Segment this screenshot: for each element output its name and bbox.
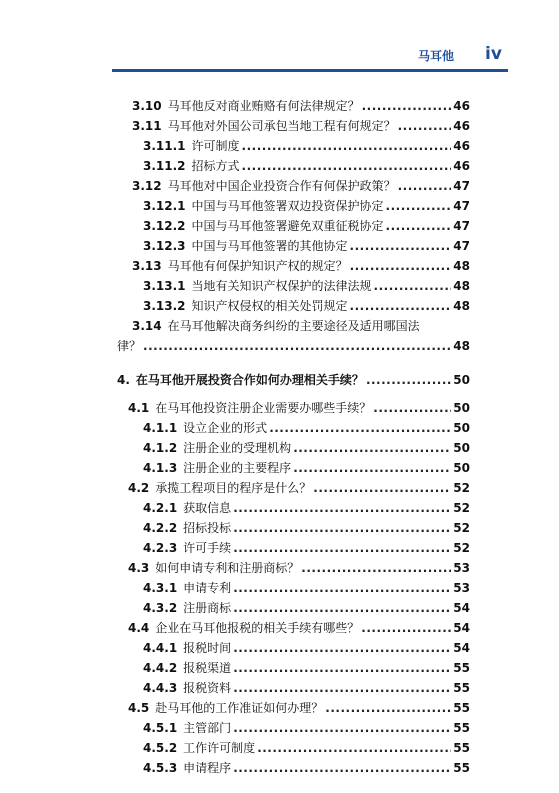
toc-leader-dots — [313, 478, 451, 498]
toc-leader-dots — [366, 370, 451, 390]
toc-leader-dots — [386, 216, 452, 236]
toc-leader-dots — [350, 296, 452, 316]
toc-entry-title: 中国与马耳他签署的其他协定 — [191, 239, 348, 253]
toc-entry-3-11[interactable] — [132, 116, 470, 136]
toc-entry-title: 报税渠道 — [183, 661, 232, 675]
toc-entry-title: 注册企业的主要程序 — [183, 461, 292, 475]
toc-entry-3-14-line2[interactable] — [117, 336, 470, 356]
toc-entry-title: 报税资料 — [183, 681, 232, 695]
toc-entry-3-10[interactable] — [132, 96, 470, 116]
toc-entry-title: 获取信息 — [183, 501, 232, 515]
toc-leader-dots — [373, 398, 451, 418]
toc-leader-dots — [242, 156, 452, 176]
toc-leader-dots — [233, 518, 451, 538]
toc-entry-title: 申请专利 — [183, 581, 232, 595]
toc-leader-dots — [398, 176, 452, 196]
toc-entry-title: 赴马耳他的工作准证如何办理？ — [155, 701, 324, 715]
toc-entry-title: 工作许可制度 — [183, 741, 256, 755]
toc-entry-page: 53 — [453, 561, 470, 575]
toc-entry-title: 设立企业的形式 — [183, 421, 268, 435]
toc-entry-page: 55 — [453, 721, 470, 735]
toc-entry-page: 55 — [453, 701, 470, 715]
toc-entry-number: 4.1.3 — [143, 461, 178, 475]
toc-leader-dots — [233, 598, 451, 618]
toc-entry-4-1-1[interactable] — [143, 418, 470, 438]
toc-entry-4-3[interactable] — [128, 558, 470, 578]
toc-entry-title: 马耳他反对商业贿赂有何法律规定？ — [167, 99, 360, 113]
toc-entry-number: 3.11.1 — [143, 139, 186, 153]
toc-entry-number: 3.13.1 — [143, 279, 186, 293]
toc-entry-page: 50 — [453, 461, 470, 475]
toc-entry-title: 企业在马耳他报税的相关手续有哪些？ — [155, 621, 360, 635]
toc-entry-number: 4.2.1 — [143, 501, 178, 515]
toc-entry-title: 报税时间 — [183, 641, 232, 655]
toc-entry-title: 招标方式 — [191, 159, 240, 173]
toc-entry-number: 4.3.1 — [143, 581, 178, 595]
toc-entry-4-4-3[interactable] — [143, 678, 470, 698]
toc-entry-number: 3.13.2 — [143, 299, 186, 313]
toc-leader-dots — [293, 458, 451, 478]
toc-entry-page: 54 — [453, 641, 470, 655]
toc-entry-page: 50 — [453, 373, 470, 387]
toc-entry-page: 55 — [453, 761, 470, 775]
toc-leader-dots — [233, 538, 451, 558]
toc-entry-page: 48 — [453, 279, 470, 293]
toc-entry-title: 马耳他有何保护知识产权的规定？ — [167, 259, 348, 273]
toc-entry-number: 4.4.3 — [143, 681, 178, 695]
toc-entry-number: 3.11.2 — [143, 159, 186, 173]
toc-entry-4-1-2[interactable] — [143, 438, 470, 458]
toc-entry-title: 中国与马耳他签署双边投资保护协定 — [191, 199, 384, 213]
toc-entry-4-4-1[interactable] — [143, 638, 470, 658]
toc-entry-number: 3.10 — [132, 99, 162, 113]
header-title: 马耳他 — [418, 49, 455, 63]
toc-entry-3-12-3[interactable] — [143, 236, 470, 256]
header-page-number: iv — [485, 44, 502, 64]
toc-entry-title: 如何申请专利和注册商标？ — [155, 561, 300, 575]
toc-leader-dots — [257, 738, 451, 758]
toc-leader-dots — [361, 618, 451, 638]
toc-entry-number: 4.1.2 — [143, 441, 178, 455]
toc-entry-number: 3.12.3 — [143, 239, 186, 253]
toc-leader-dots — [325, 698, 451, 718]
toc-entry-4-1-3[interactable] — [143, 458, 470, 478]
toc-entry-page: 55 — [453, 661, 470, 675]
toc-entry-4-2-2[interactable] — [143, 518, 470, 538]
toc-entry-4-2[interactable] — [128, 478, 470, 498]
toc-entry-title: 注册商标 — [183, 601, 232, 615]
toc-entry-3-14-line1[interactable] — [132, 316, 420, 336]
toc-entry-number: 4.5.1 — [143, 721, 178, 735]
toc-leader-dots — [233, 498, 451, 518]
toc-entry-3-13[interactable] — [132, 256, 470, 276]
toc-entry-number: 4.4 — [128, 621, 150, 635]
toc-entry-title: 注册企业的受理机构 — [183, 441, 292, 455]
toc-entry-3-12[interactable] — [132, 176, 470, 196]
toc-leader-dots — [398, 116, 452, 136]
toc-entry-3-11-1[interactable] — [143, 136, 470, 156]
toc-entry-4-1[interactable] — [128, 398, 470, 418]
toc-leader-dots — [233, 638, 451, 658]
toc-entry-title: 中国与马耳他签署避免双重征税协定 — [191, 219, 384, 233]
toc-entry-4-5-2[interactable] — [143, 738, 470, 758]
toc-leader-dots — [143, 336, 451, 356]
toc-entry-page: 50 — [453, 401, 470, 415]
toc-entry-number: 3.13 — [132, 259, 162, 273]
toc-entry-page: 53 — [453, 581, 470, 595]
toc-entry-4-4-2[interactable] — [143, 658, 470, 678]
toc-entry-number: 3.12.1 — [143, 199, 186, 213]
toc-entry-title: 马耳他对中国企业投资合作有何保护政策？ — [167, 179, 396, 193]
toc-entry-page: 50 — [453, 421, 470, 435]
toc-entry-number: 4.5.3 — [143, 761, 178, 775]
toc-entry-page: 46 — [453, 159, 470, 173]
toc-leader-dots — [374, 276, 452, 296]
toc-entry-title: 马耳他对外国公司承包当地工程有何规定？ — [167, 119, 396, 133]
toc-entry-number: 4.1 — [128, 401, 150, 415]
toc-entry-title: 在马耳他解决商务纠纷的主要途径及适用哪国法 — [167, 319, 420, 333]
toc-entry-4-3-2[interactable] — [143, 598, 470, 618]
toc-entry-number: 4.2.3 — [143, 541, 178, 555]
toc-chapter-4[interactable] — [117, 370, 470, 390]
toc-entry-number: 3.12 — [132, 179, 162, 193]
toc-entry-4-2-1[interactable] — [143, 498, 470, 518]
toc-leader-dots — [301, 558, 451, 578]
toc-entry-number: 4.4.2 — [143, 661, 178, 675]
toc-entry-4-4[interactable] — [128, 618, 470, 638]
toc-entry-title-continued: 律？ — [117, 339, 142, 353]
toc-entry-page: 48 — [453, 299, 470, 313]
toc-entry-title: 在马耳他投资注册企业需要办哪些手续？ — [155, 401, 372, 415]
toc-entry-4-2-3[interactable] — [143, 538, 470, 558]
toc-entry-number: 3.14 — [132, 319, 162, 333]
toc-entry-number: 4.2.2 — [143, 521, 178, 535]
toc-leader-dots — [362, 96, 452, 116]
toc-entry-4-5-3[interactable] — [143, 758, 470, 778]
toc-entry-page: 52 — [453, 501, 470, 515]
toc-entry-page: 50 — [453, 441, 470, 455]
toc-entry-title: 在马耳他开展投资合作如何办理相关手续？ — [135, 373, 364, 387]
toc-leader-dots — [233, 758, 451, 778]
toc-entry-title: 知识产权侵权的相关处罚规定 — [191, 299, 348, 313]
toc-entry-page: 55 — [453, 741, 470, 755]
toc-entry-4-5[interactable] — [128, 698, 470, 718]
toc-entry-page: 55 — [453, 681, 470, 695]
toc-entry-number: 4.3.2 — [143, 601, 178, 615]
toc-leader-dots — [293, 438, 451, 458]
toc-entry-page: 54 — [453, 621, 470, 635]
toc-entry-number: 4. — [117, 373, 130, 387]
toc-entry-page: 52 — [453, 481, 470, 495]
toc-entry-title: 许可手续 — [183, 541, 232, 555]
toc-leader-dots — [242, 136, 452, 156]
toc-entry-title: 主管部门 — [183, 721, 232, 735]
toc-entry-title: 申请程序 — [183, 761, 232, 775]
toc-leader-dots — [233, 718, 451, 738]
toc-entry-number: 4.5.2 — [143, 741, 178, 755]
toc-entry-3-13-1[interactable] — [143, 276, 470, 296]
toc-leader-dots — [350, 256, 452, 276]
toc-leader-dots — [233, 678, 451, 698]
toc-entry-page: 47 — [453, 199, 470, 213]
toc-entry-page: 47 — [453, 239, 470, 253]
toc-leader-dots — [386, 196, 452, 216]
toc-entry-page: 48 — [453, 339, 470, 353]
toc-leader-dots — [350, 236, 452, 256]
toc-entry-number: 3.12.2 — [143, 219, 186, 233]
toc-entry-number: 4.2 — [128, 481, 150, 495]
toc-entry-page: 46 — [453, 119, 470, 133]
toc-entry-page: 54 — [453, 601, 470, 615]
toc-entry-3-12-2[interactable] — [143, 216, 470, 236]
toc-entry-page: 52 — [453, 521, 470, 535]
toc-entry-page: 47 — [453, 219, 470, 233]
toc-entry-page: 46 — [453, 139, 470, 153]
toc-entry-4-5-1[interactable] — [143, 718, 470, 738]
toc-entry-3-12-1[interactable] — [143, 196, 470, 216]
toc-entry-title: 许可制度 — [191, 139, 240, 153]
toc-entry-page: 46 — [453, 99, 470, 113]
toc-leader-dots — [233, 578, 451, 598]
toc-entry-title: 招标投标 — [183, 521, 232, 535]
toc-entry-number: 4.1.1 — [143, 421, 178, 435]
toc-entry-number: 3.11 — [132, 119, 162, 133]
toc-leader-dots — [269, 418, 451, 438]
toc-entry-3-11-2[interactable] — [143, 156, 470, 176]
toc-entry-page: 47 — [453, 179, 470, 193]
toc-entry-number: 4.3 — [128, 561, 150, 575]
toc-entry-4-3-1[interactable] — [143, 578, 470, 598]
toc-entry-page: 48 — [453, 259, 470, 273]
toc-entry-page: 52 — [453, 541, 470, 555]
toc-entry-3-13-2[interactable] — [143, 296, 470, 316]
toc-leader-dots — [233, 658, 451, 678]
toc-entry-title: 承揽工程项目的程序是什么？ — [155, 481, 312, 495]
toc-entry-title: 当地有关知识产权保护的法律法规 — [191, 279, 372, 293]
toc-entry-number: 4.4.1 — [143, 641, 178, 655]
toc-entry-number: 4.5 — [128, 701, 150, 715]
